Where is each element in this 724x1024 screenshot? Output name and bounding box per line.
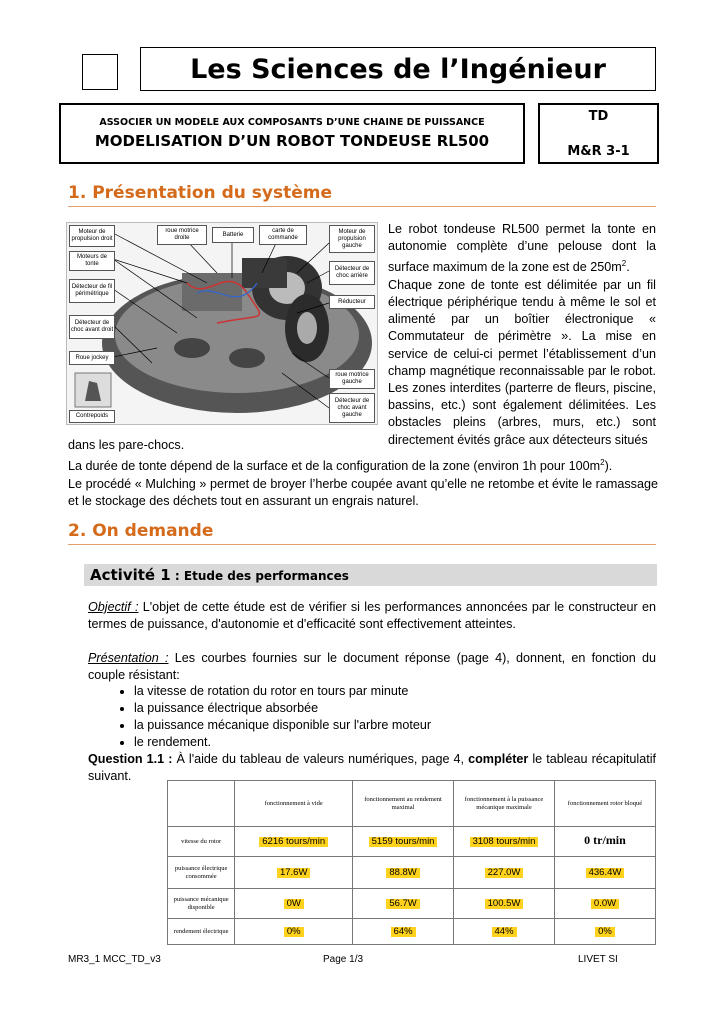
- subtitle-line2: MODELISATION D’UN ROBOT TONDEUSE RL500: [94, 132, 490, 150]
- presentation-paragraph: [88, 650, 656, 684]
- footer-right: LIVET SI: [578, 954, 618, 965]
- objectif-paragraph: [88, 599, 656, 633]
- table-cell[interactable]: [235, 919, 353, 945]
- table-header-empty: [168, 781, 235, 827]
- table-row: [168, 919, 656, 945]
- table-cell[interactable]: [554, 889, 655, 919]
- label-roue-jockey: Roue jockey: [69, 351, 115, 365]
- presentation-text: Les courbes fournies sur le document réponse (page 4), donnent, en fonction du couple résistant:: [88, 651, 656, 683]
- table-cell[interactable]: [353, 857, 454, 889]
- cell-value: 100.5W: [485, 899, 524, 909]
- activity-bar: [84, 564, 657, 586]
- table-cell[interactable]: [353, 919, 454, 945]
- table-header-rendement-max: fonctionnement au rendement maximal: [353, 781, 454, 827]
- section2-rule: [68, 544, 656, 545]
- row-label: puissance électrique consommée: [168, 857, 235, 889]
- cell-value: 56.7W: [386, 899, 419, 909]
- row-label: puissance mécanique disponible: [168, 889, 235, 919]
- presentation-label: Présentation :: [88, 651, 169, 665]
- section1-bottom-text: [68, 437, 658, 510]
- cell-value: 64%: [391, 927, 416, 937]
- cell-value: 3108 tours/min: [470, 837, 539, 847]
- table-cell[interactable]: [235, 857, 353, 889]
- question-label: Question 1.1 :: [88, 752, 173, 766]
- table-cell[interactable]: [235, 827, 353, 857]
- table-cell[interactable]: [554, 827, 655, 857]
- summary-table: [167, 780, 656, 945]
- intro-text-a: Le robot tondeuse RL500 permet la tonte en autonomie complète d’une pelouse dont la surface maximum de la zone est de 250m: [388, 222, 656, 275]
- subtitle-box: [59, 103, 525, 164]
- cell-value: 0.0W: [591, 899, 619, 909]
- cell-value: 6216 tours/min: [259, 837, 328, 847]
- section1-title: 1. Présentation du système: [68, 183, 332, 203]
- cell-value: 88.8W: [386, 868, 419, 878]
- label-reducteur: Réducteur: [329, 295, 375, 309]
- cell-value: 227.0W: [485, 868, 524, 878]
- checkbox[interactable]: [82, 54, 118, 90]
- cell-value: 0 tr/min: [584, 833, 626, 847]
- subtitle-line1: ASSOCIER UN MODELE AUX COMPOSANTS D’UNE CHAINE DE PUISSANCE: [99, 117, 485, 128]
- robot-photo: [66, 222, 378, 425]
- label-batterie: Batterie: [212, 227, 254, 243]
- question-bold: compléter: [468, 752, 529, 766]
- table-header-puissance-max: fonctionnement à la puissance mécanique maximale: [454, 781, 555, 827]
- table-cell[interactable]: [454, 857, 555, 889]
- label-contrepoids: Contrepoids: [69, 410, 115, 423]
- footer-page: Page 1/3: [323, 954, 364, 965]
- table-cell[interactable]: [454, 919, 555, 945]
- label-carte-commande: carte de commande: [259, 225, 307, 245]
- cell-value: 0W: [284, 899, 304, 909]
- label-moteur-propulsion-gauche: Moteur de propulsion gauche: [329, 225, 375, 253]
- td-box: [538, 103, 659, 164]
- objectif-label: Objectif :: [88, 600, 139, 614]
- doc-code: M&R 3-1: [567, 144, 630, 159]
- row-label: vitesse du rotor: [168, 827, 235, 857]
- table-row: [168, 827, 656, 857]
- table-row: [168, 857, 656, 889]
- label-detecteur-choc-avant-droit: Détecteur de choc avant droit: [69, 315, 115, 339]
- duration-text-b: ).: [604, 459, 613, 474]
- list-item: • la vitesse de rotation du rotor en tours par minute: [134, 683, 656, 700]
- cell-value: 0%: [595, 927, 615, 937]
- duration-sup: 2: [600, 458, 605, 468]
- td-label: TD: [588, 109, 609, 124]
- perimeter-text-end: dans les pare-chocs.: [68, 438, 185, 452]
- label-detecteur-choc-arriere: Détecteur de choc arrière: [329, 261, 375, 285]
- page-title: Les Sciences de l’Ingénieur: [140, 47, 656, 91]
- cell-value: 436.4W: [586, 868, 625, 878]
- table-header-vide: fonctionnement à vide: [235, 781, 353, 827]
- cell-value: 5159 tours/min: [369, 837, 438, 847]
- cell-value: 0%: [284, 927, 304, 937]
- table-cell[interactable]: [353, 827, 454, 857]
- mulching-text: Le procédé « Mulching » permet de broyer l’herbe coupée avant qu’elle ne retombe et évite le ramassage et le stockage des déchets tout en assurant un engrais naturel.: [68, 476, 658, 508]
- table-cell[interactable]: [454, 889, 555, 919]
- table-row: [168, 889, 656, 919]
- table-header-row: [168, 781, 656, 827]
- perimeter-text: Chaque zone de tonte est délimitée par un fil électrique périphérique tendu à même le sol et alimenté par un boîtier électronique « Commutateur de périmètre ». La mise en service de celui-ci permet l’établissement d’un champ magnétique reconnaissable par le robot. Les zones interdites (parterre de fleurs, piscine, bassins, etc.) sont également délimitées. Les obstacles pleins (arbres, murs, etc.) sont directement évités grâce aux détecteurs situés: [388, 277, 656, 447]
- row-label: rendement électrique: [168, 919, 235, 945]
- list-item: • le rendement.: [134, 734, 656, 751]
- cell-value: 17.6W: [277, 868, 310, 878]
- bullet-list: [88, 683, 656, 751]
- label-roue-motrice-gauche: roue motrice gauche: [329, 369, 375, 389]
- table-cell[interactable]: [454, 827, 555, 857]
- section1-rule: [68, 206, 656, 207]
- table-cell[interactable]: [235, 889, 353, 919]
- intro-text-b: .: [626, 260, 630, 275]
- footer-left: MR3_1 MCC_TD_v3: [68, 954, 161, 965]
- label-detecteur-fil: Détecteur de fil périmétrique: [69, 279, 115, 303]
- table-cell[interactable]: [554, 857, 655, 889]
- activity-subtitle: : Etude des performances: [170, 569, 349, 583]
- table-cell[interactable]: [353, 889, 454, 919]
- label-moteur-propulsion-droit: Moteur de propulsion droit: [69, 225, 115, 247]
- question-text-b: le tableau récapitulatif suivant.: [88, 752, 656, 784]
- list-item: • la puissance électrique absorbée: [134, 700, 656, 717]
- duration-text-a: La durée de tonte dépend de la surface et de la configuration de la zone (environ 1h pour 100m: [68, 459, 601, 474]
- list-item: • la puissance mécanique disponible sur l'arbre moteur: [134, 717, 656, 734]
- activity-title: Activité 1: [90, 566, 171, 584]
- question-text-a: À l'aide du tableau de valeurs numériques, page 4,: [172, 752, 469, 766]
- table-cell[interactable]: [554, 919, 655, 945]
- intro-paragraph: [388, 221, 656, 449]
- intro-sup: 2: [621, 259, 627, 269]
- table-header-rotor-bloque: fonctionnement rotor bloqué: [554, 781, 655, 827]
- objectif-text: L'objet de cette étude est de vérifier si les performances annoncées par le constructeur en termes de puissance, d'autonomie et d'efficacité sont effectivement atteintes.: [88, 600, 656, 632]
- section2-title: 2. On demande: [68, 521, 214, 541]
- label-moteurs-tonte: Moteurs de tonte: [69, 251, 115, 271]
- label-detecteur-choc-avant-gauche: Détecteur de choc avant gauche: [329, 393, 375, 423]
- cell-value: 44%: [492, 927, 517, 937]
- label-roue-motrice-droite: roue motrice droite: [157, 225, 207, 245]
